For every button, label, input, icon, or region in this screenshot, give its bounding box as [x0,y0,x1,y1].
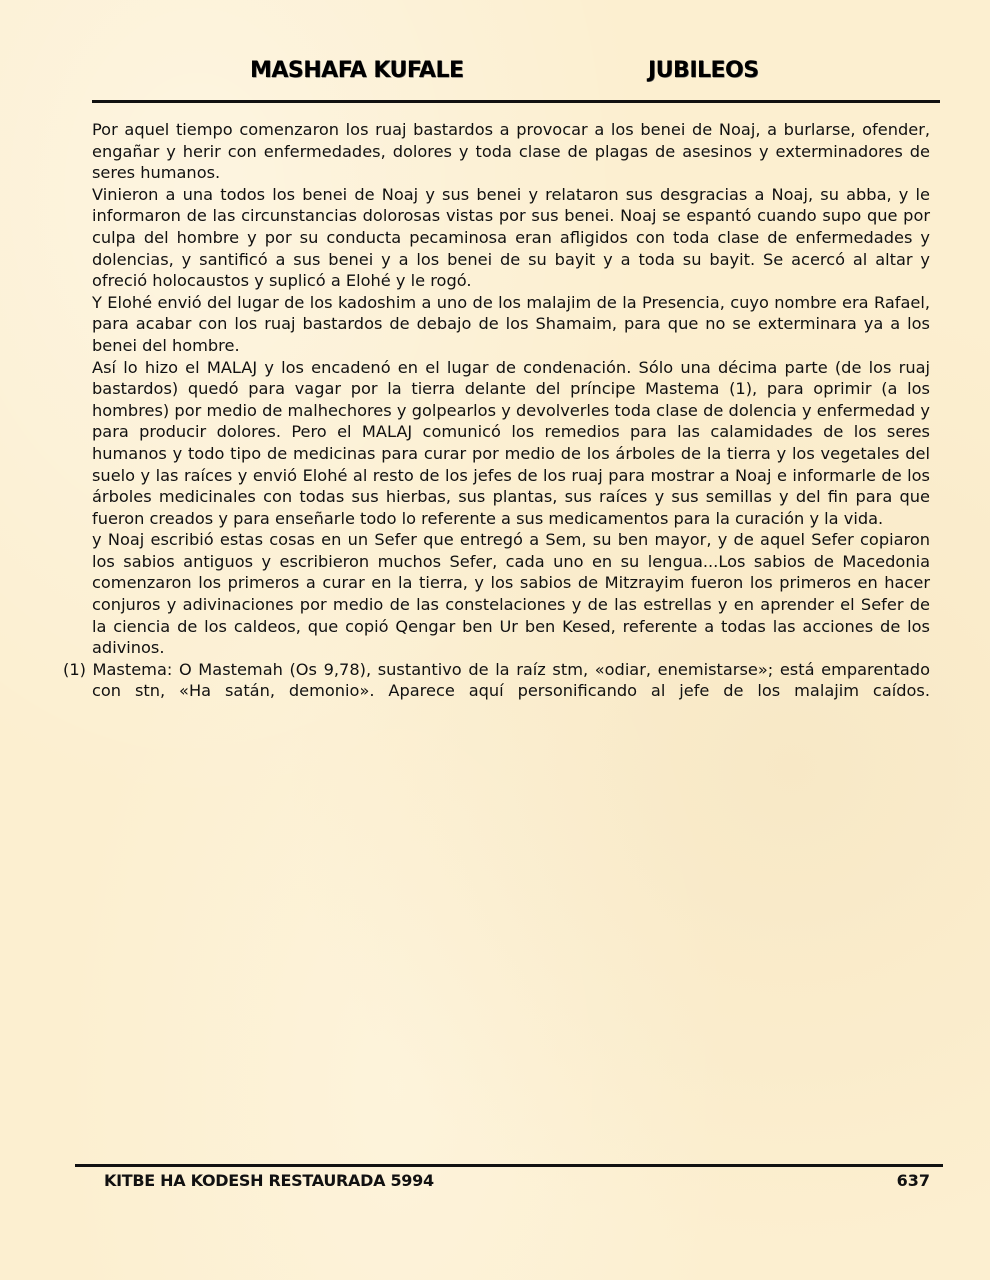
header-book-title: MASHAFA KUFALE [250,58,464,83]
page-number: 637 [896,1171,930,1190]
body-text [63,119,930,702]
paragraph: Y Elohé envió del lugar de los kadoshim a uno de los malajim de la Presencia, cuyo nombre era Rafael, para acabar con los ruaj bastardos de debajo de los Shamaim, para que no se exterminara ya a los benei del hombre. [92,292,930,355]
header-divider [92,100,940,103]
page-header [92,58,940,90]
paragraph: Así lo hizo el MALAJ y los encadenó en el lugar de condenación. Sólo una décima parte (de los ruaj bastardos) quedó para vagar por la tierra delante del príncipe Mastema (1), para oprimir (a los hombres) por medio de malhechores y golpearlos y devolverles toda clase de dolencia y enfermedad y para producir dolores. Pero el MALAJ comunicó los remedios para las calamidades de los seres humanos y todo tipo de medicinas para curar por medio de los árboles de la tierra y los vegetales del suelo y las raíces y envió Elohé al resto de los jefes de los ruaj para mostrar a Noaj e informarle de los árboles medicinales con todas sus hierbas, sus plantas, sus raíces y sus semillas y del fin para que fueron creados y para enseñarle todo lo referente a sus medicamentos para la curación y la vida. [92,357,930,528]
footer-divider [75,1164,943,1167]
footnote: (1) Mastema: O Mastemah (Os 9,78), sustantivo de la raíz stm, «odiar, enemistarse»; está emparentado con stn, «Ha satán, demonio». Aparece aquí personificando al jefe de los malajim caídos. [63,659,930,701]
paragraph: Por aquel tiempo comenzaron los ruaj bastardos a provocar a los benei de Noaj, a burlarse, ofender, engañar y herir con enfermedades, dolores y toda clase de plagas de asesinos y exterminadores de seres humanos. [92,120,930,183]
paragraph: y Noaj escribió estas cosas en un Sefer que entregó a Sem, su ben mayor, y de aquel Sefer copiaron los sabios antiguos y escribieron muchos Sefer, cada uno en su lengua...Los sabios de Macedonia comenzaron los primeros a curar en la tierra, y los sabios de Mitzrayim fueron los primeros en hacer conjuros y adivinaciones por medio de las constelaciones y de las estrellas y en aprender el Sefer de la ciencia de los caldeos, que copió Qengar ben Ur ben Kesed, referente a todas las acciones de los adivinos. [92,530,930,658]
paragraph: Vinieron a una todos los benei de Noaj y sus benei y relataron sus desgracias a Noaj, su abba, y le informaron de las circunstancias dolorosas vistas por sus benei. Noaj se espantó cuando supo que por culpa del hombre y por su conducta pecaminosa eran afligidos con toda clase de enfermedades y dolencias, y santificó a sus benei y a los benei de su bayit y a toda su bayit. Se acercó al altar y ofreció holocaustos y suplicó a Elohé y le rogó. [92,184,930,291]
header-section-title: JUBILEOS [648,58,759,83]
footer-publication: KITBE HA KODESH RESTAURADA 5994 [104,1171,434,1190]
